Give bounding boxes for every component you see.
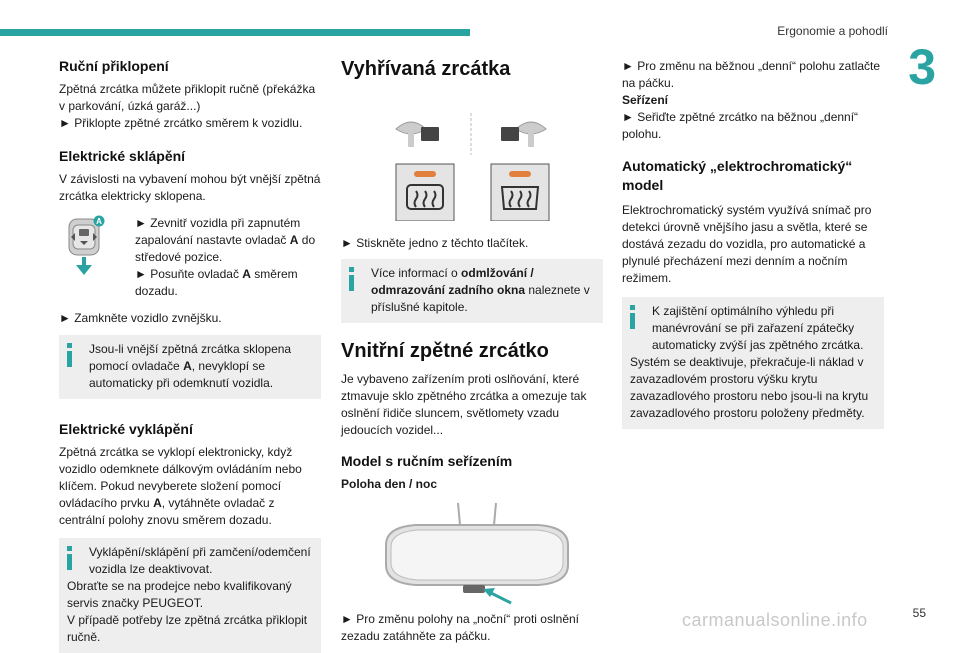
section-title-interior-mirror: Vnitřní zpětné zrcátko (341, 340, 549, 362)
section-title-manual-fold: Ruční přiklopení (59, 58, 169, 74)
section-title-electric-fold: Elektrické sklápění (59, 148, 186, 164)
electric-fold-step-2: ► Posuňte ovladač A směrem dozadu. (135, 267, 298, 298)
electric-fold-step-1: ► Zevnitř vozidla při zapnutém zapalování nastavte ovladač A do středové pozice. (135, 216, 316, 264)
info-icon (630, 305, 635, 329)
header-accent-bar (0, 29, 470, 36)
section-title-electrochromatic: Automatický „elektrochromatický“ model (622, 158, 853, 193)
watermark: carmanualsonline.info (682, 610, 868, 630)
section-title-electric-unfold: Elektrické vyklápění (59, 421, 193, 437)
info-box-unfold: Vyklápění/sklápění při zamčení/odemčení vozidla lze deaktivovat. Obraťte se na prodejce nebo kvalifikovaný servis značky PEUGEOT. V případě potřeby lze zpětná zrcátka přiklopit ručně. (59, 538, 321, 653)
heated-mirror-illustration (341, 91, 603, 221)
electric-fold-step-3: ► Zamkněte vozidlo zvnějšku. (59, 311, 222, 325)
column-3 (622, 58, 884, 429)
page-number: 55 (912, 606, 926, 620)
rear-defrost-button (396, 164, 454, 221)
section-title-manual-model: Model s ručním seřízením (341, 453, 513, 469)
rearview-mirror-illustration (341, 495, 603, 605)
adjustment-step: ► Seřiďte zpětné zrcátko na běžnou „denní“ polohu. (622, 110, 859, 141)
interior-mirror-text: Je vybaveno zařízením proti oslňování, které ztmavuje sklo zpětného zrcátka a omezuje tak oslnění řidiče sluncem, světlomety vzadu jedoucích vozidel... (341, 372, 587, 437)
electric-fold-text: V závislosti na vybavení mohou být vnější zpětná zrcátka elektricky sklopena. (59, 172, 321, 203)
column-2 (341, 58, 603, 645)
manual-fold-text: Zpětná zrcátka můžete přiklopit ručně (překážka v parkování, úzká garáž...) (59, 82, 316, 113)
chapter-number: 3 (908, 39, 936, 95)
section-title-heated-mirrors: Vyhřívaná zrcátka (341, 58, 511, 80)
mirror-control-illustration (59, 215, 135, 300)
day-position-step: ► Pro změnu na běžnou „denní“ polohu zatlačte na páčku. (622, 59, 881, 90)
page-header-title: Ergonomie a pohodlí (777, 24, 888, 38)
info-box-fold: Jsou-li vnější zpětná zrcátka sklopena pomocí ovladače A, nevyklopí se automaticky při odemknutí vozidla. (59, 335, 321, 399)
column-1 (59, 58, 321, 653)
day-night-step: ► Pro změnu polohy na „noční“ proti oslnění zezadu zatáhněte za páčku. (341, 612, 580, 643)
info-icon (67, 546, 72, 570)
control-label-a: A (96, 217, 102, 226)
info-box-electrochromatic: K zajištění optimálního výhledu při manévrování se při zařazení zpátečky automaticky zvýší jas zpětného zrcátka. Systém se deaktivuje, překračuje-li náklad v zavazadlovém prostoru výšku krytu zavazadlového prostoru nebo jsou-li na krytu zavazadlového prostoru položeny předměty. (622, 297, 884, 429)
electrochromatic-text: Elektrochromatický systém využívá snímač pro detekci úrovně vnějšího jasu a světla, které se dostává zezadu do vozidla, pro automatické a plynulé přecházení mezi denním a nočním režimem. (622, 203, 872, 285)
adjustment-subtitle: Seřízení (622, 93, 669, 107)
manual-fold-step: ► Přiklopte zpětné zrcátko směrem k vozidlu. (59, 116, 303, 130)
info-icon (67, 343, 72, 367)
steering-wheel-icon (516, 122, 546, 147)
info-box-defrost: Více informací o odmlžování / odmrazování zadního okna naleznete v příslušné kapitole. (341, 259, 603, 323)
day-night-subtitle: Poloha den / noc (341, 477, 438, 491)
rear-defrost-button (491, 164, 549, 221)
heated-mirrors-step: ► Stiskněte jedno z těchto tlačítek. (341, 236, 529, 250)
info-icon (349, 267, 354, 291)
electric-unfold-text: Zpětná zrcátka se vyklopí elektronicky, když vozidlo odemknete dálkovým ovládáním nebo klíčem. Pokud nevyberete složení pomocí ovládacího prvku A, vytáhněte ovladač z centrální polohy znovu směrem dozadu. (59, 445, 302, 527)
